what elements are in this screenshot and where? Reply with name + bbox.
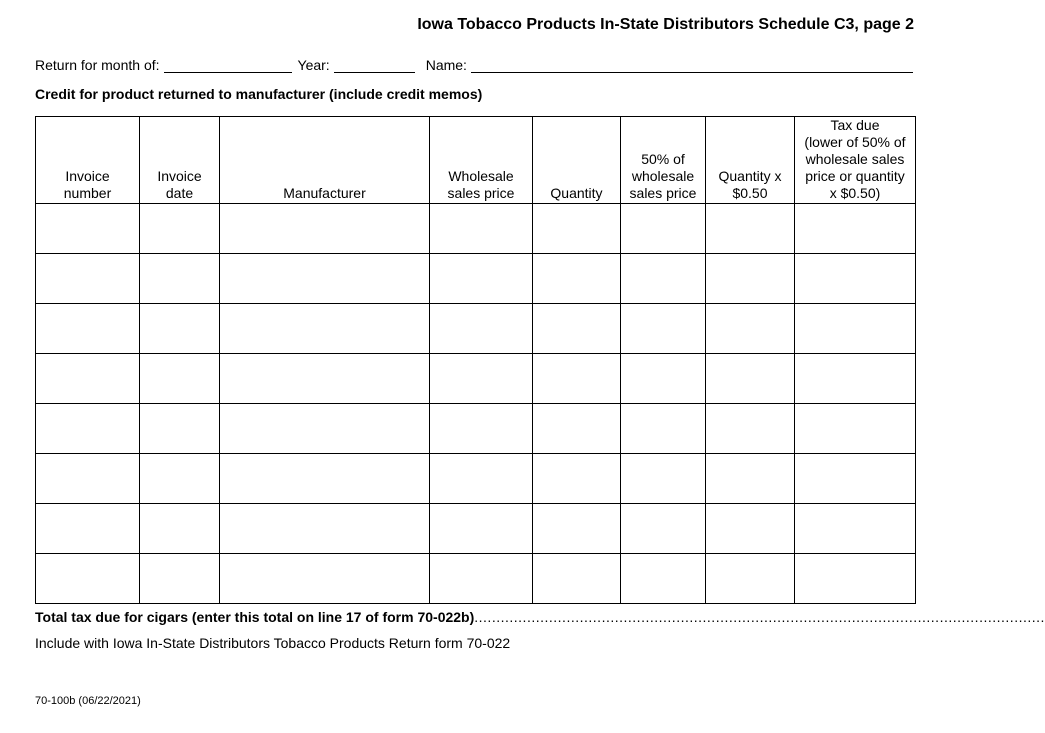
table-cell[interactable]	[220, 254, 430, 304]
table-cell[interactable]	[533, 454, 621, 504]
form-title: Iowa Tobacco Products In-State Distributors Schedule C3, page 2	[417, 16, 914, 33]
table-cell[interactable]	[36, 254, 140, 304]
table-row	[36, 204, 916, 254]
table-cell[interactable]	[795, 304, 916, 354]
table-header-row	[36, 117, 916, 204]
month-field[interactable]	[164, 58, 292, 73]
table-cell[interactable]	[140, 404, 220, 454]
table-row	[36, 254, 916, 304]
section-title: Credit for product returned to manufacturer (include credit memos)	[35, 86, 483, 102]
table-cell[interactable]	[140, 254, 220, 304]
table-cell[interactable]	[36, 554, 140, 604]
total-label: Total tax due for cigars (enter this total on line 17 of form 70-022b)	[35, 609, 475, 625]
table-row	[36, 454, 916, 504]
name-label: Name:	[425, 57, 467, 73]
table-cell[interactable]	[430, 504, 533, 554]
table-cell[interactable]	[430, 554, 533, 604]
table-cell[interactable]	[220, 504, 430, 554]
column-header: Quantity	[533, 117, 621, 204]
table-cell[interactable]	[430, 304, 533, 354]
table-cell[interactable]	[140, 454, 220, 504]
table-cell[interactable]	[621, 454, 706, 504]
table-cell[interactable]	[220, 404, 430, 454]
dot-leader: ..................................................................................................................................	[474, 609, 1045, 625]
table-cell[interactable]	[706, 254, 795, 304]
table-cell[interactable]	[533, 204, 621, 254]
column-header: 50% of wholesale sales price	[621, 117, 706, 204]
include-note: Include with Iowa In-State Distributors Tobacco Products Return form 70-022	[35, 635, 511, 651]
table-row	[36, 404, 916, 454]
table-cell[interactable]	[140, 354, 220, 404]
table-row	[36, 554, 916, 604]
year-field[interactable]	[334, 58, 415, 73]
table-cell[interactable]	[220, 454, 430, 504]
table-cell[interactable]	[36, 354, 140, 404]
table-cell[interactable]	[795, 254, 916, 304]
table-cell[interactable]	[430, 404, 533, 454]
table-cell[interactable]	[621, 554, 706, 604]
table-body	[36, 204, 916, 604]
form-id: 70-100b (06/22/2021)	[35, 695, 141, 707]
table-cell[interactable]	[140, 554, 220, 604]
table-cell[interactable]	[795, 554, 916, 604]
table-cell[interactable]	[140, 204, 220, 254]
table-cell[interactable]	[621, 304, 706, 354]
table-cell[interactable]	[706, 454, 795, 504]
table-cell[interactable]	[706, 354, 795, 404]
table-cell[interactable]	[533, 404, 621, 454]
table-cell[interactable]	[140, 504, 220, 554]
table-row	[36, 354, 916, 404]
table-cell[interactable]	[430, 254, 533, 304]
table-cell[interactable]	[533, 554, 621, 604]
returns-table	[35, 116, 916, 604]
table-cell[interactable]	[36, 404, 140, 454]
total-row	[35, 609, 1045, 625]
table-cell[interactable]	[621, 204, 706, 254]
table-cell[interactable]	[621, 504, 706, 554]
table-cell[interactable]	[795, 504, 916, 554]
table-cell[interactable]	[621, 354, 706, 404]
table-cell[interactable]	[706, 504, 795, 554]
table-cell[interactable]	[795, 354, 916, 404]
table-cell[interactable]	[621, 404, 706, 454]
table-cell[interactable]	[430, 454, 533, 504]
table-row	[36, 304, 916, 354]
column-header: Invoice number	[36, 117, 140, 204]
table-cell[interactable]	[621, 254, 706, 304]
return-header	[35, 53, 913, 73]
table-cell[interactable]	[430, 354, 533, 404]
column-header: Manufacturer	[220, 117, 430, 204]
table-cell[interactable]	[533, 354, 621, 404]
name-field[interactable]	[471, 58, 913, 73]
column-header: Tax due (lower of 50% of wholesale sales price or quantity x $0.50)	[795, 117, 916, 204]
table-cell[interactable]	[430, 204, 533, 254]
table-cell[interactable]	[795, 454, 916, 504]
table-cell[interactable]	[533, 504, 621, 554]
table-cell[interactable]	[36, 304, 140, 354]
table-cell[interactable]	[706, 304, 795, 354]
table-cell[interactable]	[795, 404, 916, 454]
table-cell[interactable]	[220, 554, 430, 604]
table-cell[interactable]	[533, 254, 621, 304]
column-header: Invoice date	[140, 117, 220, 204]
table-row	[36, 504, 916, 554]
table-cell[interactable]	[220, 354, 430, 404]
year-label: Year:	[297, 57, 330, 73]
table-cell[interactable]	[36, 454, 140, 504]
column-header: Wholesale sales price	[430, 117, 533, 204]
table-cell[interactable]	[706, 554, 795, 604]
table-cell[interactable]	[795, 204, 916, 254]
table-cell[interactable]	[36, 204, 140, 254]
table-cell[interactable]	[220, 204, 430, 254]
table-cell[interactable]	[140, 304, 220, 354]
table-cell[interactable]	[533, 304, 621, 354]
table-cell[interactable]	[220, 304, 430, 354]
table-cell[interactable]	[706, 404, 795, 454]
table-cell[interactable]	[706, 204, 795, 254]
table-cell[interactable]	[36, 504, 140, 554]
column-header: Quantity x $0.50	[706, 117, 795, 204]
month-label: Return for month of:	[35, 57, 160, 73]
